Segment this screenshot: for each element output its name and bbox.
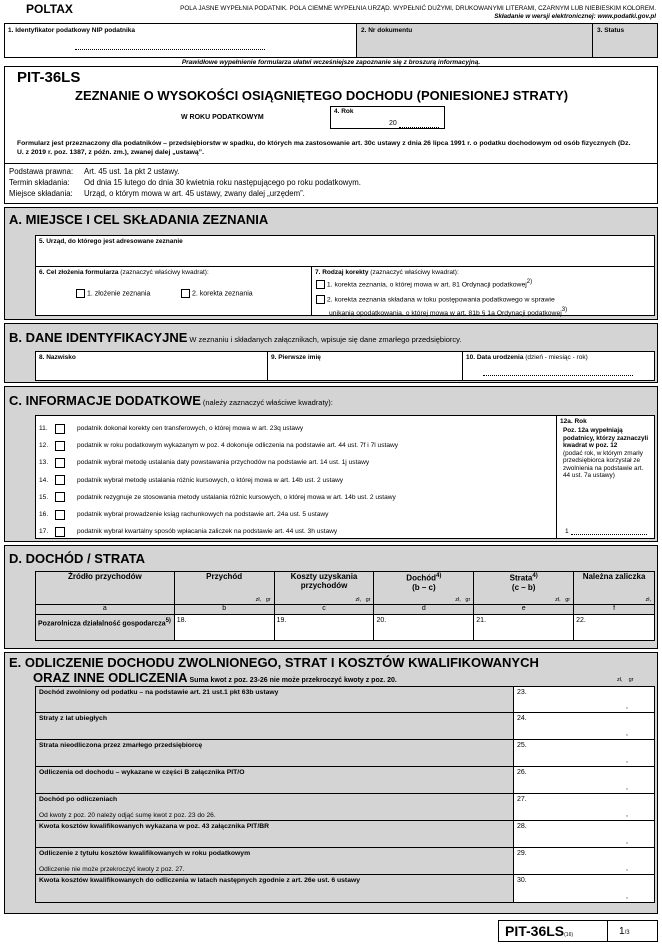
top-identification-area	[4, 23, 658, 58]
form-title-block	[4, 66, 658, 164]
year-input-line	[399, 127, 439, 128]
deduction-value-cell[interactable]: 30. ,	[514, 875, 654, 902]
deduction-label-cell: Dochód po odliczeniach Od kwoty z poz. 20 należy odjąć sumę kwot z poz. 23 do 26.	[36, 794, 514, 820]
form-code: PIT-36LS	[17, 69, 81, 86]
section-e-title-2: ORAZ INNE ODLICZENIA	[33, 670, 188, 685]
deduction-label-cell: Kwota kosztów kwalifikowanych wykazana w poz. 43 załącznika PIT/BR	[36, 821, 514, 847]
nip-field[interactable]: 1. Identyfikator podatkowy NIP podatnika	[5, 24, 357, 57]
year-12a-prefix: 1	[565, 528, 569, 535]
section-c	[4, 386, 658, 542]
deduction-label-cell: Strata nieodliczona przez zmarłego przedsiębiorcę	[36, 740, 514, 766]
income-unit-row: zł, gr zł, gr zł, gr zł, gr zł,	[36, 597, 655, 605]
year-12a-field: 12a. Rok Poz. 12a wypełniają podatnicy, którzy zaznaczyli kwadrat w poz. 12 (podać rok, w którym zmarły przedsiębiorca korzystał ze zwolnienia na podstawie art. 44 ust. 7a ustawy) 1	[556, 415, 655, 539]
footer-code: PIT-36LS	[505, 923, 565, 939]
correction-option-1[interactable]: 1. korekta zeznania, o której mowa w art. 81 Ordynacji podatkowej$^{2)}$	[316, 279, 532, 289]
year-label: W ROKU PODATKOWYM	[181, 114, 264, 121]
surname-field[interactable]: 8. Nazwisko	[35, 351, 268, 381]
purpose-option-1[interactable]: 1. złożenie zeznania	[76, 289, 150, 298]
info-checkbox[interactable]	[55, 492, 65, 502]
section-c-hint: (należy zaznaczyć właściwe kwadraty):	[202, 398, 333, 407]
income-letter-row: a b c d e f	[36, 605, 655, 615]
info-checkbox[interactable]	[55, 424, 65, 434]
footer-version: (16)	[564, 932, 574, 938]
income-table	[35, 571, 655, 641]
cell-21[interactable]: 21.	[474, 615, 574, 641]
section-e-title-1: E. ODLICZENIE DOCHODU ZWOLNIONEGO, STRAT I KOSZTÓW KWALIFIKOWANYCH	[9, 655, 539, 670]
checkbox-list	[39, 420, 398, 540]
section-d	[4, 545, 658, 649]
info-checkbox[interactable]	[55, 441, 65, 451]
info-note: Prawidłowe wypełnienie formularza ułatwi wcześniejsze zapoznanie się z broszurą informacyjną.	[181, 59, 481, 66]
section-a	[4, 207, 658, 320]
info-checkbox[interactable]	[55, 510, 65, 520]
info-checkbox[interactable]	[55, 475, 65, 485]
year-12a-input[interactable]	[571, 534, 647, 535]
deduction-value-cell[interactable]: 27. ,	[514, 794, 654, 820]
birth-date-field[interactable]: 10. Data urodzenia (dzień - miesiąc - rok)	[462, 351, 655, 381]
checkbox-correction-81b[interactable]	[316, 295, 325, 304]
legal-row: Termin składania: Od dnia 15 lutego do dnia 30 kwietnia roku następującego po roku podatkowym.	[9, 178, 361, 187]
deductions-table	[35, 686, 655, 903]
section-c-title: C. INFORMACJE DODATKOWE	[9, 393, 201, 408]
col-loss: Strata$^{4)}$ (c – b)	[474, 572, 574, 597]
deduction-row	[35, 821, 655, 848]
cell-20[interactable]: 20.	[374, 615, 474, 641]
checkbox-correction-81[interactable]	[316, 280, 325, 289]
year-prefix: 20	[389, 120, 397, 127]
header-instruction: POLA JASNE WYPEŁNIA PODATNIK. POLA CIEMNE WYPEŁNIA URZĄD. WYPEŁNIĆ DUŻYMI, DRUKOWANYMI LITERAMI, CZARNYM LUB NIEBIESKIM KOLOREM.	[180, 5, 656, 12]
col-advance: Należna zaliczka	[582, 572, 646, 581]
correction-type-field: 7. Rodzaj korekty (zaznaczyć właściwy kwadrat): 1. korekta zeznania, o której mowa w art. 81 Ordynacji podatkowej$^{2)}$ 2. korekta zeznania składana w toku postępowania podatkowego w sprawie unikania opodatkowania, o której mowa w art. 81b § 1a Ordynacji podatkowej$^{3)}$	[311, 266, 655, 316]
deduction-row	[35, 713, 655, 740]
col-profit: Dochód$^{4)}$ (b – c)	[374, 572, 474, 597]
office-field[interactable]: 5. Urząd, do którego jest adresowane zeznanie	[35, 235, 655, 267]
deduction-label-cell: Straty z lat ubiegłych	[36, 713, 514, 739]
cell-19[interactable]: 19.	[274, 615, 374, 641]
col-source: Źródło przychodów	[36, 572, 175, 597]
doc-number-field: 2. Nr dokumentu	[358, 24, 593, 57]
deduction-value-cell[interactable]: 28. ,	[514, 821, 654, 847]
correction-option-2[interactable]: 2. korekta zeznania składana w toku postępowania podatkowego w sprawie unikania opodatkowania, o której mowa w art. 81b § 1a Ordynacji podatkowej$^{3)}$	[316, 295, 567, 319]
year-field[interactable]: 4. Rok 20	[330, 106, 445, 129]
deduction-label-cell: Odliczenia od dochodu – wykazane w części B załącznika PIT/O	[36, 767, 514, 793]
electronic-note: Składanie w wersji elektronicznej: www.podatki.gov.pl	[494, 13, 656, 20]
info-checkbox[interactable]	[55, 527, 65, 537]
cell-18[interactable]: 18.	[174, 615, 274, 641]
info-item[interactable]: 12. podatnik w roku podatkowym wykazanym w poz. 4 dokonuje odliczenia na podstawie art. 44 ust. 7f i 7l ustawy	[39, 442, 399, 450]
footer-page: 1	[619, 926, 625, 937]
info-item[interactable]: 11. podatnik dokonał korekty cen transferowych, o której mowa w art. 23q ustawy	[39, 425, 304, 433]
deduction-label-cell: Kwota kosztów kwalifikowanych do odliczenia w latach następnych zgodnie z art. 26e ust. 6 ustawy	[36, 875, 514, 902]
info-checkbox[interactable]	[55, 458, 65, 468]
deduction-value-cell[interactable]: 23. ,	[514, 687, 654, 712]
legal-row: Podstawa prawna: Art. 45 ust. 1a pkt 2 ustawy.	[9, 167, 180, 176]
section-b-subtitle: W zeznaniu i składanych załącznikach, wpisuje się dane zmarłego przedsiębiorcy.	[189, 335, 462, 344]
row-business-label: Pozarolnicza działalność gospodarcza$^{5)}$	[36, 615, 175, 641]
income-data-row	[36, 615, 655, 641]
footer-form-id	[498, 920, 658, 942]
status-field: 3. Status	[597, 27, 625, 34]
deduction-label-cell: Dochód zwolniony od podatku – na podstawie art. 21 ust.1 pkt 63b ustawy	[36, 687, 514, 712]
form-title: ZEZNANIE O WYSOKOŚCI OSIĄGNIĘTEGO DOCHODU (PONIESIONEJ STRATY)	[75, 88, 569, 103]
brand-logo: POLTAX	[26, 2, 73, 16]
section-e-units: zł, gr	[617, 677, 634, 683]
nip-input-line	[75, 49, 265, 50]
footer-pages: /3	[624, 930, 630, 936]
cell-22[interactable]: 22.	[574, 615, 655, 641]
col-income: Przychód	[174, 572, 274, 597]
first-name-field[interactable]: 9. Pierwsze imię	[267, 351, 463, 381]
deduction-row	[35, 740, 655, 767]
legal-basis-block	[4, 164, 658, 204]
info-item[interactable]: 16. podatnik wybrał prowadzenie ksiąg rachunkowych na podstawie art. 24a ust. 5 ustawy	[39, 511, 329, 519]
info-item[interactable]: 13. podatnik wybrał metodę ustalania daty powstawania przychodów na podstawie art. 14 ust. 1j ustawy	[39, 459, 370, 467]
section-a-title: A. MIEJSCE I CEL SKŁADANIA ZEZNANIA	[9, 212, 269, 227]
section-e-note: Suma kwot z poz. 23-26 nie może przekroczyć kwoty z poz. 20.	[189, 677, 397, 684]
deduction-row	[35, 686, 655, 713]
legal-table	[9, 166, 361, 199]
deduction-value-cell[interactable]: 26. ,	[514, 767, 654, 793]
purpose-field: 6. Cel złożenia formularza (zaznaczyć właściwy kwadrat): 1. złożenie zeznania 2. korekta zeznania	[35, 266, 312, 316]
info-item[interactable]: 15. podatnik rezygnuje ze stosowania metody ustalania różnic kursowych, o której mowa w art. 14b ust. 2 ustawy	[39, 493, 396, 501]
deduction-value-cell[interactable]: 29. ,	[514, 848, 654, 874]
deduction-value-cell[interactable]: 24. ,	[514, 713, 654, 739]
checkbox-correction[interactable]	[181, 289, 190, 298]
deduction-label-cell: Odliczenie z tytułu kosztów kwalifikowanych w roku podatkowym Odliczenie nie może przekroczyć kwoty z poz. 27.	[36, 848, 514, 874]
checkbox-filing[interactable]	[76, 289, 85, 298]
additional-info-list	[35, 415, 557, 539]
purpose-option-2[interactable]: 2. korekta zeznania	[181, 289, 253, 298]
income-header-row	[36, 572, 655, 597]
deduction-row	[35, 767, 655, 794]
deduction-row	[35, 875, 655, 903]
deduction-value-cell[interactable]: 25. ,	[514, 740, 654, 766]
deduction-row	[35, 794, 655, 821]
col-costs: Koszty uzyskania przychodów	[274, 572, 374, 597]
section-d-title: D. DOCHÓD / STRATA	[9, 551, 146, 566]
birth-date-line	[483, 375, 633, 376]
form-description: Formularz jest przeznaczony dla podatników – przedsiębiorstw w spadku, do których ma zastosowanie art. 30c ustawy z dnia 26 lipca 1991 r. o podatku dochodowym od osób fizycznych (Dz. U. z 2019 r. poz. 1387, z późn. zm.), zwanej dalej „ustawą”.	[17, 140, 631, 156]
year-12a-note: Poz. 12a wypełniają podatnicy, którzy zaznaczyli kwadrat w poz. 12 (podać rok, w którym zmarły przedsiębiorca korzystał ze zwolnienia na podstawie art. 44 ust. 7a ustawy)	[563, 427, 649, 479]
deduction-row	[35, 848, 655, 875]
legal-row: Miejsce składania: Urząd, o którym mowa w art. 45 ustawy, zwany dalej „urzędem”.	[9, 189, 305, 198]
info-item[interactable]: 17. podatnik wybrał kwartalny sposób wpłacania zaliczek na podstawie art. 44 ust. 3h ustawy	[39, 528, 338, 536]
info-item[interactable]: 14. podatnik wybrał metodę ustalania różnic kursowych, o której mowa w art. 14b ust. 2 ustawy	[39, 476, 344, 484]
section-b	[4, 323, 658, 383]
section-e	[4, 652, 658, 914]
section-b-title: B. DANE IDENTYFIKACYJNE	[9, 330, 188, 345]
